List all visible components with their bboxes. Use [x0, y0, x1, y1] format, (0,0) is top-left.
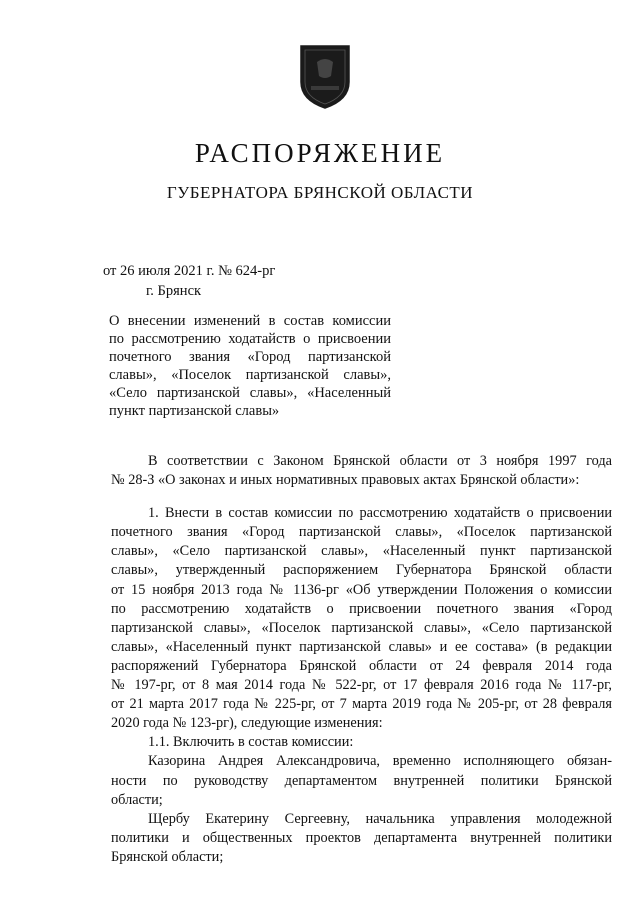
item1-line: партизанской славы», «Поселок партизанской славы», «Село партизанской: [111, 619, 612, 636]
subject-line: «Село партизанской славы», «Населенный: [109, 385, 391, 401]
item1-line: славы», утвержденный распоряжением Губернатора Брянской области: [111, 562, 612, 579]
document-city: г. Брянск: [146, 283, 202, 299]
document-subject: [109, 312, 391, 420]
document-subtitle: ГУБЕРНАТОРА БРЯНСКОЙ ОБЛАСТИ: [166, 183, 474, 202]
subject-line: О внесении изменений в состав комиссии: [109, 313, 391, 329]
item1-line: по рассмотрению ходатайств о присвоении почетного звания «Город: [111, 600, 612, 617]
item1-line: славы», «Село партизанской славы», «Населенный пункт партизанской: [111, 543, 612, 560]
subject-line: славы», «Поселок партизанской славы»,: [109, 367, 391, 383]
item1-line: № 197-рг, от 8 мая 2014 года № 522-рг, от 17 февраля 2016 года № 117-рг,: [111, 677, 612, 694]
preamble-line: № 28-З «О законах и иных нормативных правовых актах Брянской области»:: [111, 472, 580, 489]
document-body: [111, 452, 612, 867]
item1-line: от 15 ноября 2013 года № 1136-рг «Об утверждении Положения о комиссии: [111, 581, 612, 598]
coat-of-arms-emblem: [297, 42, 353, 110]
preamble-line: В соответствии с Законом Брянской области от 3 ноября 1997 года: [148, 453, 612, 469]
person1-line: Казорина Андрея Александровича, временно исполняющего обязан-: [148, 753, 612, 770]
item1-line: почетного звания «Город партизанской славы», «Поселок партизанской: [111, 524, 612, 541]
item1-line: 2020 года № 123-рг), следующие изменения:: [111, 715, 383, 732]
person2-line: Щербу Екатерину Сергеевну, начальника управления молодежной: [148, 810, 612, 827]
item11-line: 1.1. Включить в состав комиссии:: [148, 734, 354, 751]
item1-line: 1. Внести в состав комиссии по рассмотрению ходатайств о присвоении: [148, 505, 612, 522]
subject-line: пункт партизанской славы»: [109, 403, 280, 419]
item1-line: славы», «Населенный пункт партизанской славы» и ее состава» (в редакции: [111, 638, 612, 655]
document-date: от 26 июля 2021 г. № 624-рг: [103, 263, 276, 279]
subject-line: по рассмотрению ходатайств о присвоении: [109, 331, 391, 347]
subject-line: почетного звания «Город партизанской: [109, 349, 391, 365]
person1-line: ности по руководству департаментом внутренней политики Брянской: [111, 772, 612, 789]
person1-line: области;: [111, 791, 163, 808]
person2-line: Брянской области;: [111, 848, 224, 865]
person2-line: политики и общественных проектов департамента внутренней политики: [111, 829, 612, 846]
item1-line: распоряжений Губернатора Брянской области от 24 февраля 2014 года: [111, 657, 612, 674]
item1-line: от 21 марта 2017 года № 225-рг, от 7 марта 2019 года № 205-рг, от 28 февраля: [111, 696, 612, 713]
document-title: РАСПОРЯЖЕНИЕ: [194, 138, 446, 168]
